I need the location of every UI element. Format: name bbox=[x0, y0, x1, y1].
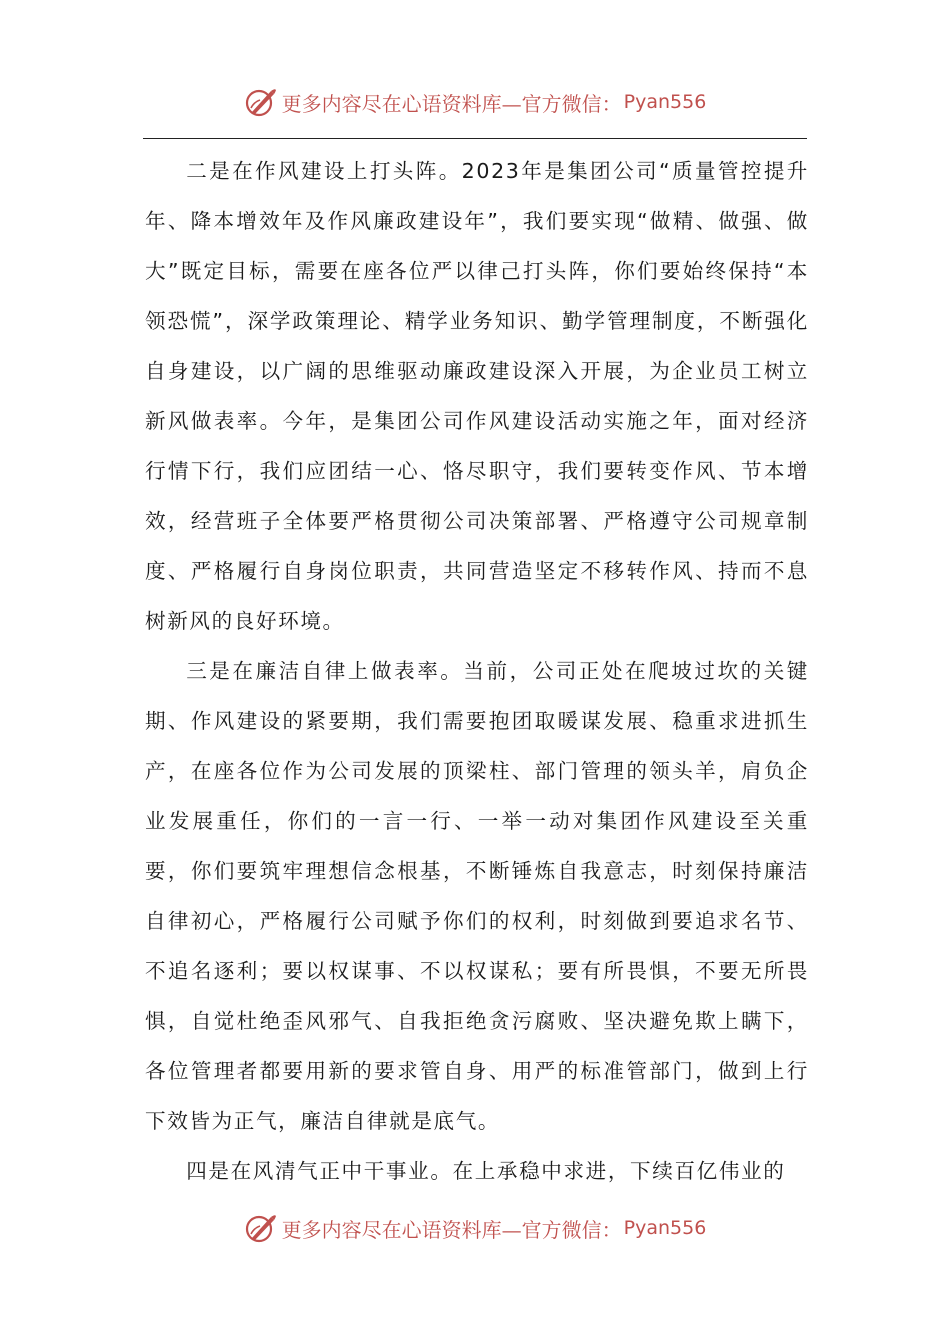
watermark-id: Pyan556 bbox=[623, 91, 707, 113]
paragraph: 三是在廉洁自律上做表率。当前，公司正处在爬坡过坎的关键期、作风建设的紧要期，我们需要抱团取暖谋发展、稳重求进抓生产，在座各位作为公司发展的顶梁柱、部门管理的领头羊，肩负企业发展重任，你们的一言一行、一举一动对集团作风建设至关重要，你们要筑牢理想信念根基，不断锤炼自我意志，时刻保持廉洁自律初心，严格履行公司赋予你们的权利，时刻做到要追求名节、不追名逐利；要以权谋事、不以权谋私；要有所畏惧，不要无所畏惧，自觉杜绝歪风邪气、自我拒绝贪污腐败、坚决避免欺上瞒下，各位管理者都要用新的要求管自身、用严的标准管部门，做到上行下效皆为正气，廉洁自律就是底气。 bbox=[145, 659, 809, 1133]
watermark-text: 更多内容尽在心语资料库—官方微信： bbox=[281, 91, 622, 116]
watermark-id: Pyan556 bbox=[623, 1217, 707, 1239]
header-watermark bbox=[0, 82, 950, 122]
paragraph: 四是在风清气正中干事业。在上承稳中求进，下续百亿伟业的 bbox=[186, 1159, 786, 1183]
header-rule bbox=[143, 138, 807, 139]
quill-logo-icon bbox=[244, 85, 278, 119]
watermark-text: 更多内容尽在心语资料库—官方微信： bbox=[281, 1217, 622, 1242]
paragraph: 二是在作风建设上打头阵。2023年是集团公司“质量管控提升年、降本增效年及作风廉政建设年”，我们要实现“做精、做强、做大”既定目标，需要在座各位严以律己打头阵，你们要始终保持“本领恐慌”，深学政策理论、精学业务知识、勤学管理制度，不断强化自身建设，以广阔的思维驱动廉政建设深入开展，为企业员工树立新风做表率。今年，是集团公司作风建设活动实施之年，面对经济行情下行，我们应团结一心、恪尽职守，我们要转变作风、节本增效，经营班子全体要严格贯彻公司决策部署、严格遵守公司规章制度、严格履行自身岗位职责，共同营造坚定不移转作风、持而不息树新风的良好环境。 bbox=[145, 159, 809, 633]
document-body bbox=[145, 146, 809, 1196]
quill-logo-icon bbox=[244, 1211, 278, 1245]
footer-watermark bbox=[0, 1208, 950, 1248]
